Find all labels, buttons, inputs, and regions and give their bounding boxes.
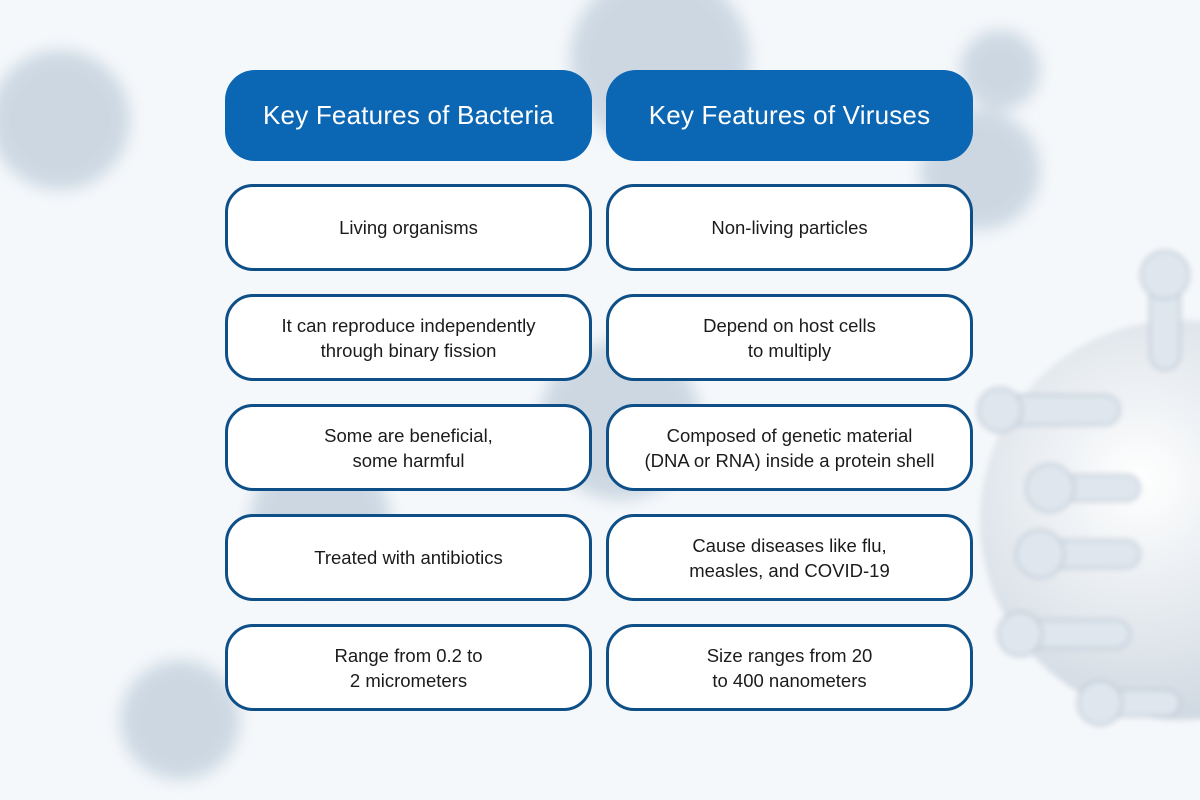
viruses-feature-text: Size ranges from 20 to 400 nanometers: [706, 644, 873, 691]
viruses-feature-text: Depend on host cells to multiply: [703, 314, 876, 361]
bacteria-column: [225, 70, 592, 711]
bacteria-feature-card: [225, 294, 592, 381]
bacteria-feature-text: Range from 0.2 to 2 micrometers: [334, 644, 483, 691]
viruses-feature-card: [606, 294, 973, 381]
viruses-feature-card: [606, 404, 973, 491]
viruses-feature-card: [606, 624, 973, 711]
viruses-feature-text: Cause diseases like flu, measles, and COVID-19: [689, 534, 890, 581]
viruses-feature-text: Composed of genetic material (DNA or RNA) inside a protein shell: [644, 424, 935, 471]
bacteria-feature-card: [225, 514, 592, 601]
bacteria-header: Key Features of Bacteria: [225, 70, 592, 161]
bacteria-feature-text: Treated with antibiotics: [314, 547, 503, 568]
viruses-feature-card: [606, 184, 973, 271]
viruses-column: [606, 70, 973, 711]
viruses-feature-card: [606, 514, 973, 601]
bacteria-feature-card: [225, 404, 592, 491]
bacteria-feature-text: Living organisms: [339, 217, 478, 238]
bacteria-feature-card: [225, 624, 592, 711]
bacteria-feature-text: Some are beneficial, some harmful: [324, 424, 493, 471]
bacteria-feature-card: [225, 184, 592, 271]
viruses-header: Key Features of Viruses: [606, 70, 973, 161]
bacteria-feature-text: It can reproduce independently through binary fission: [281, 314, 536, 361]
viruses-feature-text: Non-living particles: [711, 217, 868, 238]
